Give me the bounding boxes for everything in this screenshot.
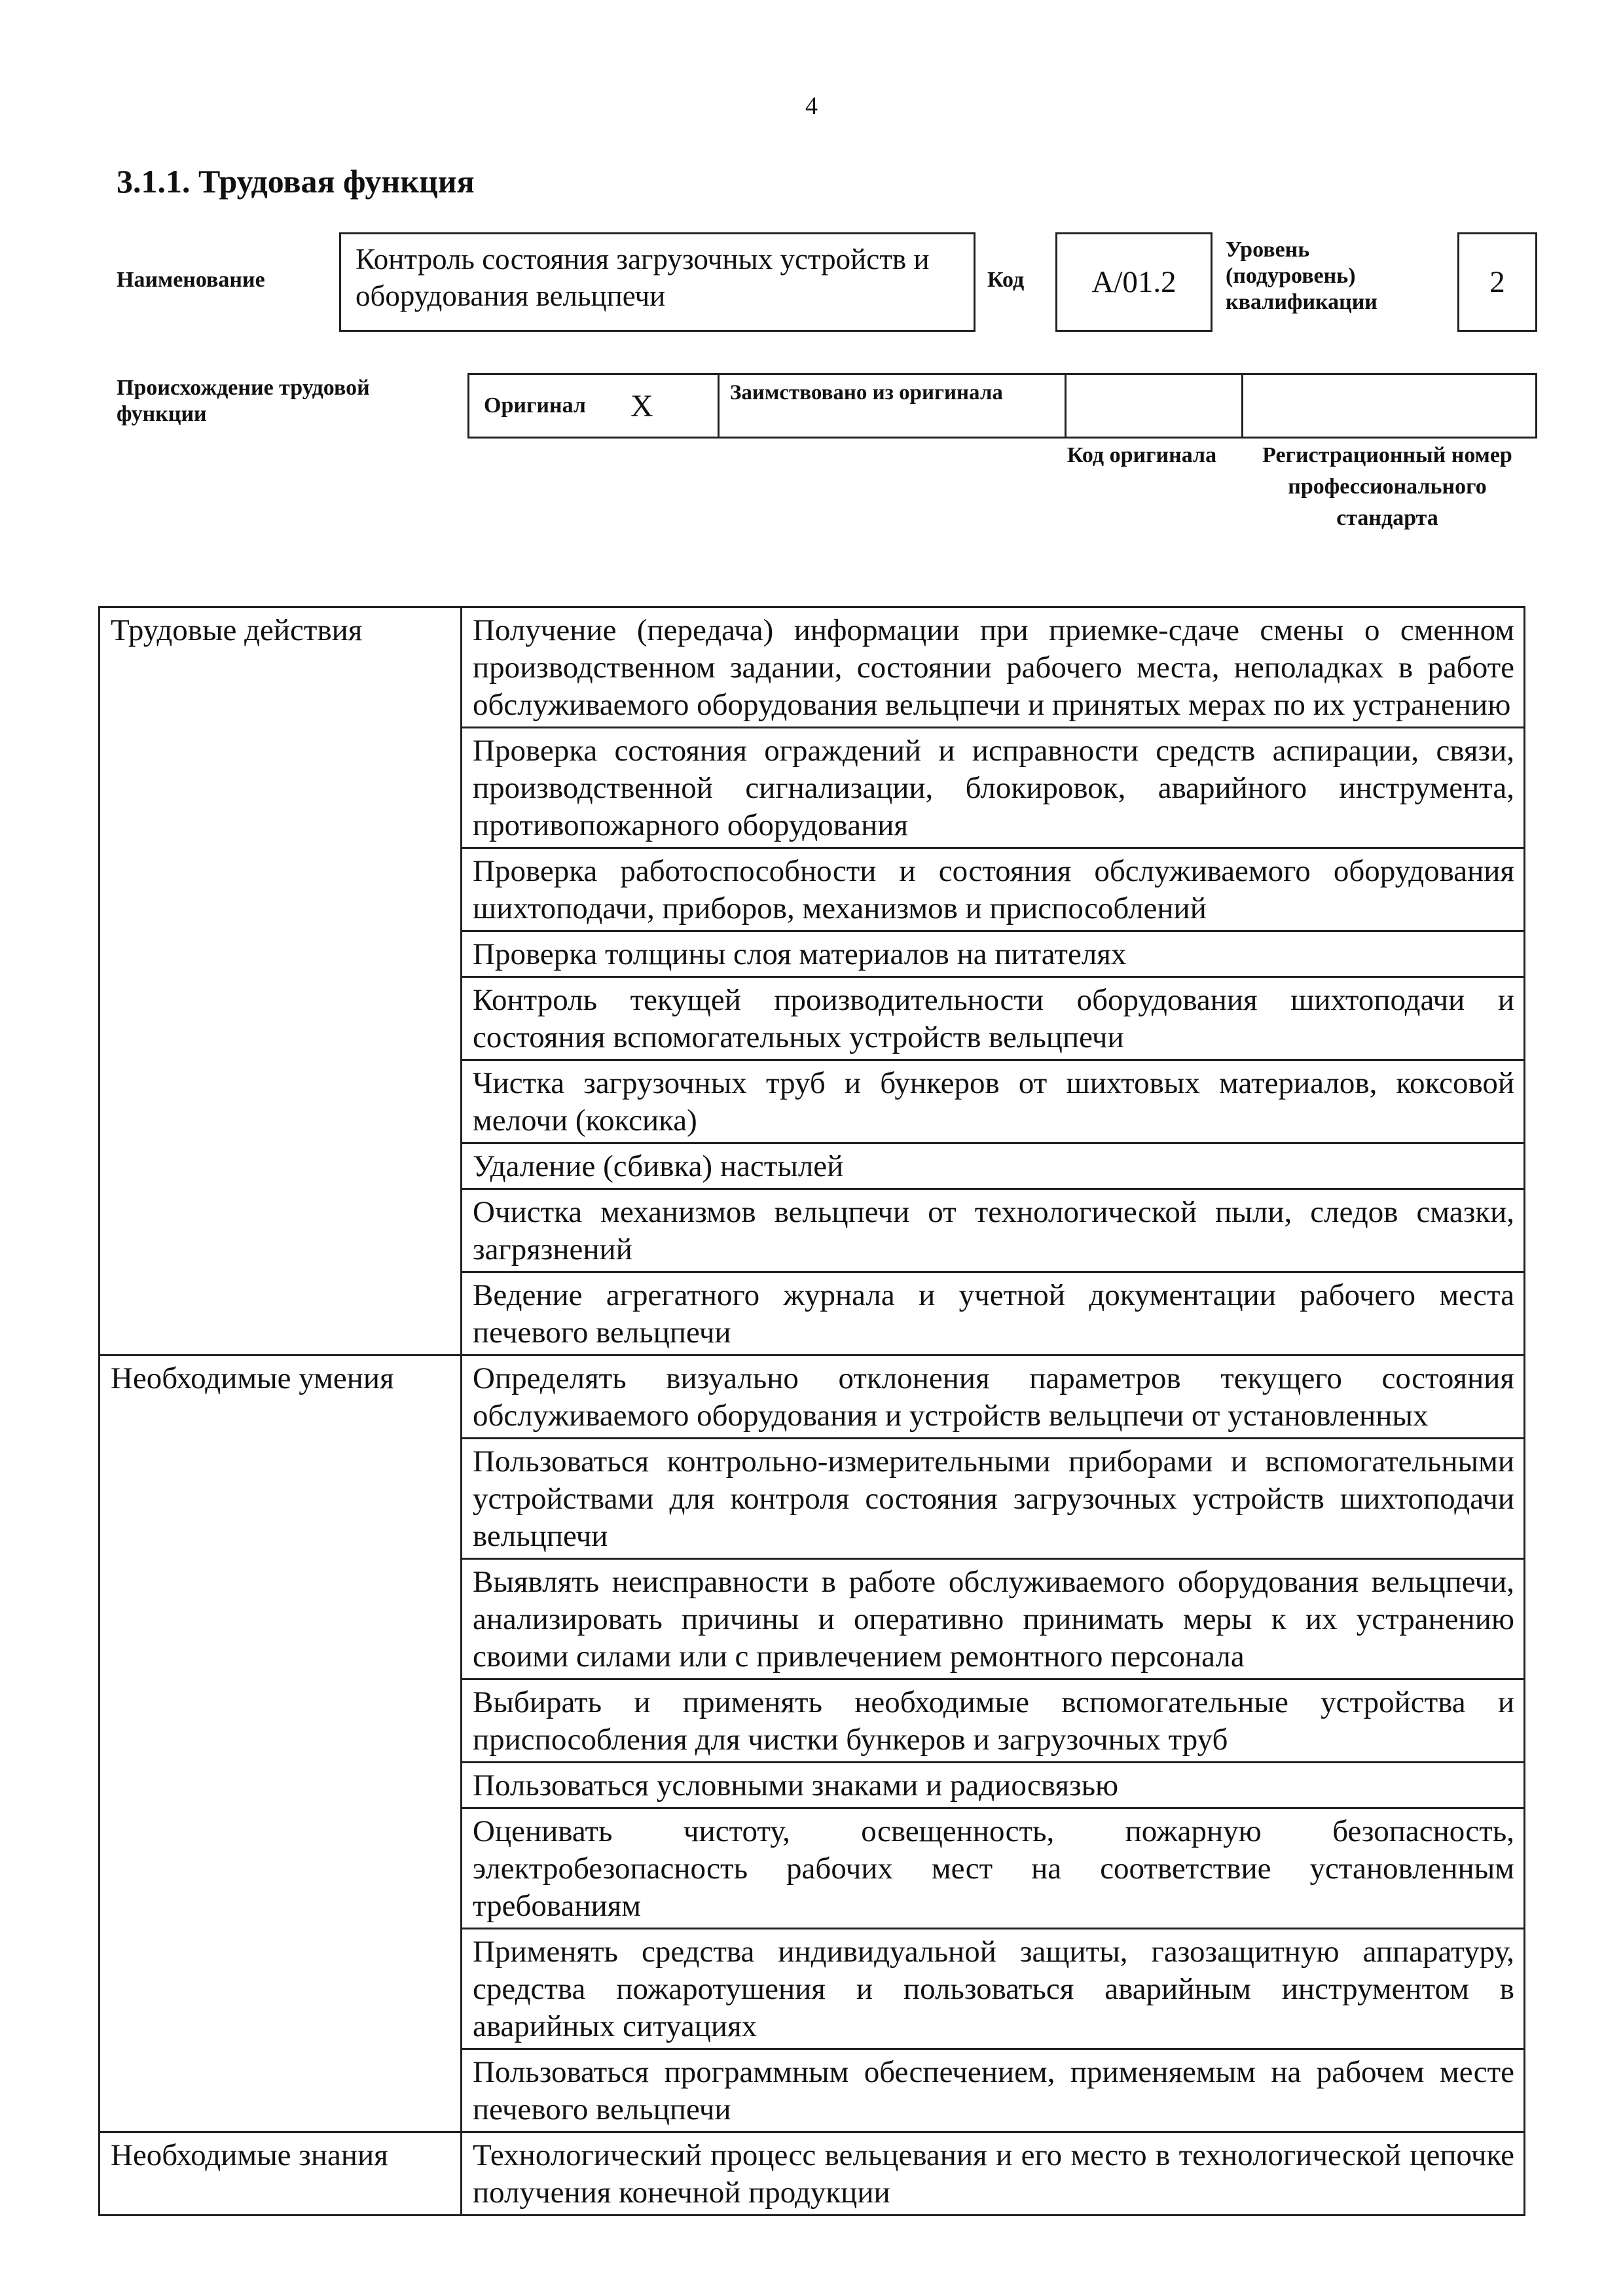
requirement-item: Контроль текущей производительности оборудования шихтоподачи и состояния вспомогательных устройств вельцпечи: [462, 977, 1525, 1060]
borrowed-label: Заимствовано из оригинала: [720, 375, 1067, 437]
requirement-item: Проверка толщины слоя материалов на питателях: [462, 931, 1525, 977]
original-mark: X: [630, 388, 653, 423]
requirement-item: Получение (передача) информации при приемке-сдаче смены о сменном производственном задании, состоянии рабочего места, неполадках в работе обслуживаемого оборудования вельцпечи и принятых мерах по их устранению: [462, 607, 1525, 728]
level-label: Уровень (подуровень) квалификации: [1226, 238, 1377, 314]
requirement-item: Выявлять неисправности в работе обслуживаемого оборудования вельцпечи, анализировать причины и оперативно принимать меры к их устранению своими силами или с привлечением ремонтного персонала: [462, 1559, 1525, 1679]
table-row: [100, 2132, 1525, 2215]
function-code-box: А/01.2: [1055, 232, 1213, 332]
requirement-item: Пользоваться условными знаками и радиосвязью: [462, 1763, 1525, 1808]
level-box: 2: [1457, 232, 1537, 332]
code-original-label: Код оригинала: [1067, 443, 1217, 467]
requirement-item: Ведение агрегатного журнала и учетной документации рабочего места печевого вельцпечи: [462, 1272, 1525, 1355]
original-label: Оригинал: [484, 393, 586, 418]
requirement-item: Проверка состояния ограждений и исправности средств аспирации, связи, производственной сигнализации, блокировок, аварийного инструмента, противопожарного оборудования: [462, 728, 1525, 848]
table-row: [100, 607, 1525, 728]
page-number: 4: [805, 92, 818, 120]
requirement-item: Чистка загрузочных труб и бункеров от шихтовых материалов, коксовой мелочи (коксика): [462, 1060, 1525, 1143]
requirement-item: Проверка работоспособности и состояния обслуживаемого оборудования шихтоподачи, приборов, механизмов и приспособлений: [462, 848, 1525, 931]
function-name-box: Контроль состояния загрузочных устройств и оборудования вельцпечи: [339, 232, 976, 332]
requirement-item: Применять средства индивидуальной защиты, газозащитную аппаратуру, средства пожаротушения и пользоваться аварийным инструментом в аварийных ситуациях: [462, 1929, 1525, 2049]
section-title: 3.1.1. Трудовая функция: [117, 163, 475, 200]
origin-row: [467, 373, 1537, 439]
requirement-item: Пользоваться программным обеспечением, применяемым на рабочем месте печевого вельцпечи: [462, 2049, 1525, 2132]
labor-function-table: [98, 606, 1525, 2216]
code-label: Код: [987, 268, 1025, 292]
requirement-item: Очистка механизмов вельцпечи от технологической пыли, следов смазки, загрязнений: [462, 1189, 1525, 1272]
reg-number-label: Регистрационный номер профессионального стандарта: [1262, 443, 1512, 530]
requirement-item: Технологический процесс вельцевания и его место в технологической цепочке получения конечной продукции: [462, 2132, 1525, 2215]
section-title-cell: Необходимые умения: [100, 1355, 462, 2132]
table-row: [100, 1355, 1525, 1439]
section-title-cell: Необходимые знания: [100, 2132, 462, 2215]
requirement-item: Пользоваться контрольно-измерительными приборами и вспомогательными устройствами для контроля состояния загрузочных устройств шихтоподачи вельцпечи: [462, 1439, 1525, 1559]
requirement-item: Удаление (сбивка) настылей: [462, 1143, 1525, 1189]
requirement-item: Определять визуально отклонения параметров текущего состояния обслуживаемого оборудования и устройств вельцпечи от установленных: [462, 1355, 1525, 1439]
requirement-item: Выбирать и применять необходимые вспомогательные устройства и приспособления для чистки бункеров и загрузочных труб: [462, 1679, 1525, 1763]
origin-label: Происхождение трудовой функции: [117, 376, 370, 426]
reg-number-cell: [1243, 375, 1535, 437]
section-title-cell: Трудовые действия: [100, 607, 462, 1355]
name-label: Наименование: [117, 268, 265, 292]
code-original-cell: [1067, 375, 1243, 437]
origin-original-cell: [469, 375, 720, 437]
requirement-item: Оценивать чистоту, освещенность, пожарную безопасность, электробезопасность рабочих мест на соответствие установленным требованиям: [462, 1808, 1525, 1929]
